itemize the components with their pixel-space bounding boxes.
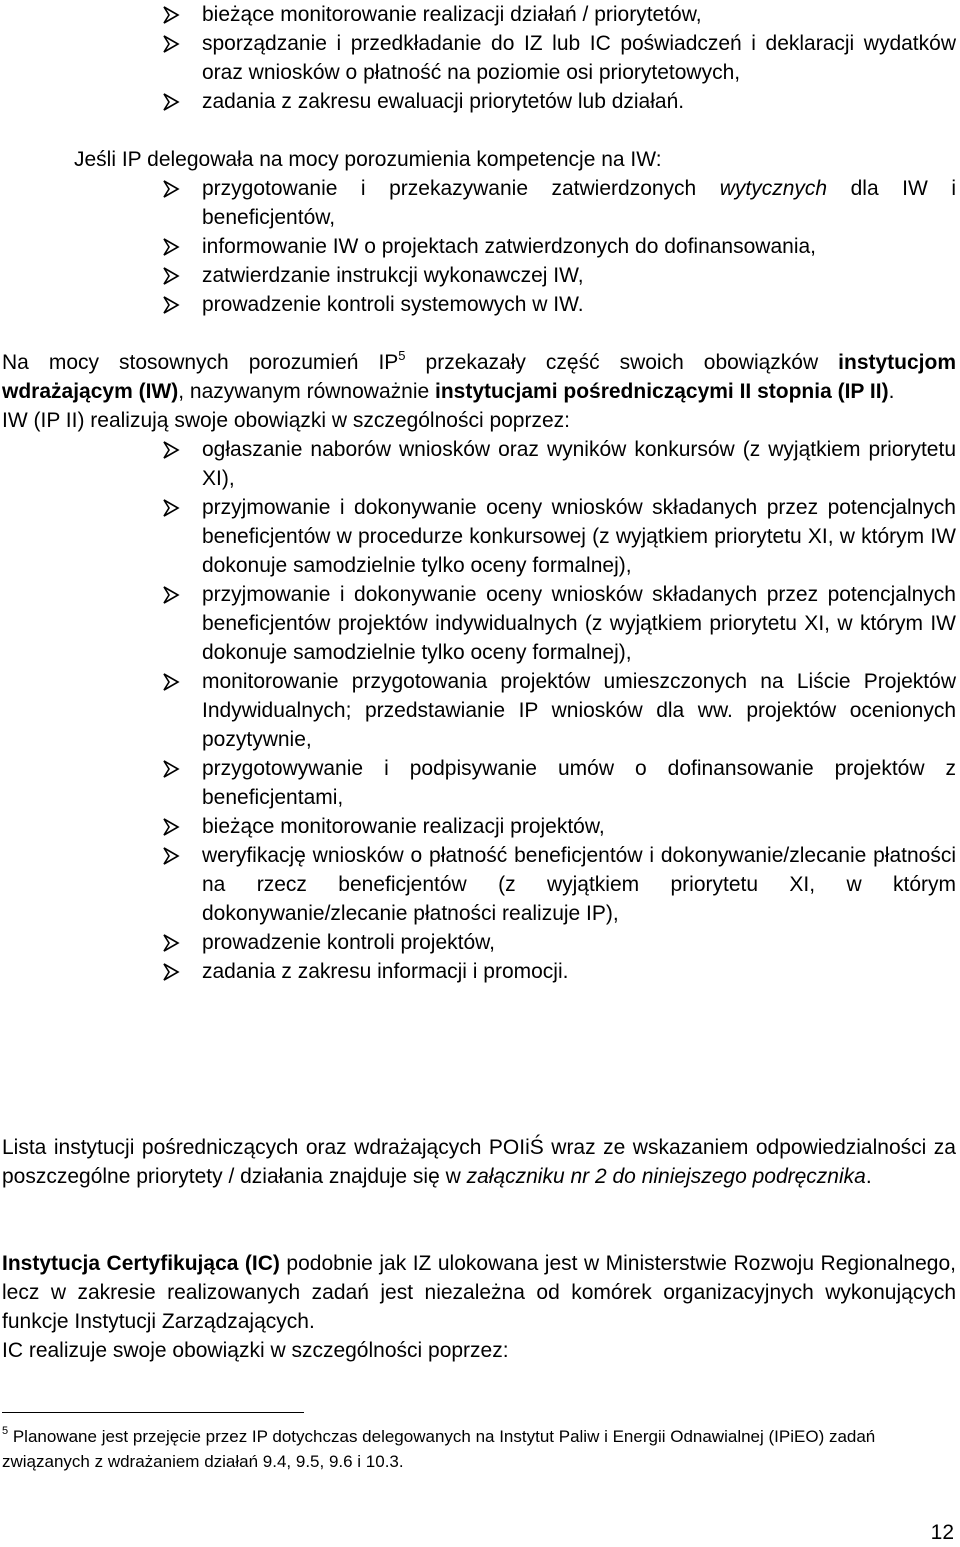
list-item: zadania z zakresu ewaluacji priorytetów lub działań. — [2, 87, 956, 116]
arrowhead-icon — [162, 934, 180, 952]
arrowhead-icon — [162, 35, 180, 53]
arrowhead-icon — [162, 180, 180, 198]
list-item: zadania z zakresu informacji i promocji. — [2, 957, 956, 986]
list-item: prowadzenie kontroli projektów, — [2, 928, 956, 957]
ic-paragraph-block — [2, 1249, 956, 1365]
list-item: bieżące monitorowanie realizacji działań / priorytetów, — [2, 0, 956, 29]
arrowhead-icon — [162, 296, 180, 314]
arrowhead-icon — [162, 760, 180, 778]
iw-paragraph-block — [2, 348, 956, 986]
top-list-block — [2, 0, 956, 116]
arrowhead-icon — [162, 93, 180, 111]
iw-intro: IW (IP II) realizują swoje obowiązki w szczególności poprzez: — [2, 409, 570, 432]
institutions-list-paragraph: Lista instytucji pośredniczących oraz wdrażających POIiŚ wraz ze wskazaniem odpowiedzialności za poszczególne priorytety / działania znajduje się w załączniku nr 2 do niniejszego podręcznika. — [2, 1136, 956, 1188]
delegation-list — [2, 174, 956, 319]
list-item: prowadzenie kontroli systemowych w IW. — [2, 290, 956, 319]
arrowhead-icon — [162, 499, 180, 517]
ic-intro: IC realizuje swoje obowiązki w szczególności poprzez: — [2, 1339, 509, 1362]
list-item: sporządzanie i przedkładanie do IZ lub IC poświadczeń i deklaracji wydatków oraz wniosków o płatność na poziomie osi priorytetowych, — [2, 29, 956, 87]
footnote-separator — [2, 1412, 304, 1413]
annex-reference: załączniku nr 2 do niniejszego podręcznika — [466, 1165, 866, 1188]
arrowhead-icon — [162, 586, 180, 604]
arrowhead-icon — [162, 673, 180, 691]
top-list — [2, 0, 956, 116]
list-item: przygotowywanie i podpisywanie umów o dofinansowanie projektów z beneficjentami, — [2, 754, 956, 812]
list-item: zatwierdzanie instrukcji wykonawczej IW, — [2, 261, 956, 290]
list-item: weryfikację wniosków o płatność beneficjentów i dokonywanie/zlecanie płatności na rzecz beneficjentów (z wyjątkiem priorytetu XI, w którym dokonywanie/zlecanie płatności realizuje IP), — [2, 841, 956, 928]
iw-list — [2, 435, 956, 986]
arrowhead-icon — [162, 963, 180, 981]
list-item: przyjmowanie i dokonywanie oceny wniosków składanych przez potencjalnych beneficjentów w procedurze konkursowej (z wyjątkiem priorytetu XI, w którym IW dokonuje samodzielnie tylko oceny formalnej), — [2, 493, 956, 580]
footnote-ref[interactable]: 5 — [398, 348, 406, 363]
list-item: przygotowanie i przekazywanie zatwierdzonych wytycznych dla IW i beneficjentów, — [2, 174, 956, 232]
delegation-block — [2, 145, 956, 319]
ic-paragraph: Instytucja Certyfikująca (IC) podobnie jak IZ ulokowana jest w Ministerstwie Rozwoju Regionalnego, lecz w zakresie realizowanych zadań jest niezależna od komórek organizacyjnych wykonujących funkcje Instytucji Zarządzających. — [2, 1252, 956, 1333]
footnote: $^5$ Planowane jest przejęcie przez IP dotychczas delegowanych na Instytut Paliw i Energii Odnawialnej (IPiEO) zadań związanych z wdrażaniem działań 9.4, 9.5, 9.6 i 10.3. — [2, 1425, 876, 1471]
iw-paragraph: Na mocy stosownych porozumień $IP^5$ przekazały część swoich obowiązków instytucjom wdrażającym (IW), nazywanym równoważnie instytucjami pośredniczącymi II stopnia (IP II). — [2, 348, 957, 403]
arrowhead-icon — [162, 847, 180, 865]
page-number: 12 — [930, 1521, 954, 1544]
list-item: ogłaszanie naborów wniosków oraz wyników konkursów (z wyjątkiem priorytetu XI), — [2, 435, 956, 493]
arrowhead-icon — [162, 6, 180, 24]
arrowhead-icon — [162, 267, 180, 285]
delegation-intro: Jeśli IP delegowała na mocy porozumienia kompetencje na IW: — [74, 148, 662, 171]
list-item: przyjmowanie i dokonywanie oceny wniosków składanych przez potencjalnych beneficjentów projektów indywidualnych (z wyjątkiem priorytetu XI, w którym IW dokonuje samodzielnie tylko oceny formalnej), — [2, 580, 956, 667]
arrowhead-icon — [162, 238, 180, 256]
list-item: monitorowanie przygotowania projektów umieszczonych na Liście Projektów Indywidualnych; przedstawianie IP wniosków dla ww. projektów ocenionych pozytywnie, — [2, 667, 956, 754]
list-item: informowanie IW o projektach zatwierdzonych do dofinansowania, — [2, 232, 956, 261]
arrowhead-icon — [162, 441, 180, 459]
list-item: bieżące monitorowanie realizacji projektów, — [2, 812, 956, 841]
arrowhead-icon — [162, 818, 180, 836]
